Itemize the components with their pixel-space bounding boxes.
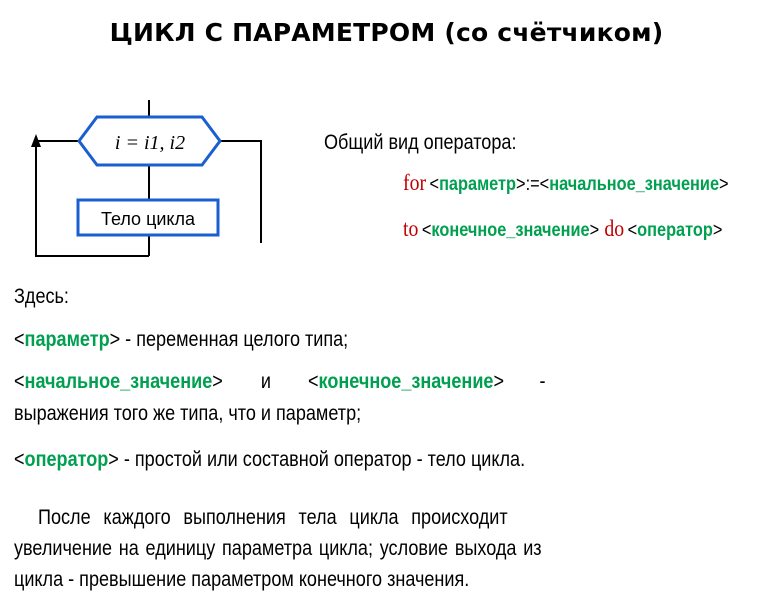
start-value-tag: начальное_значение [549,174,720,195]
bounds-description-line-2: выражения того же типа, что и параметр; [14,402,362,425]
paragraph-line-2: увеличение на единицу параметра цикла; условие выхода из [14,537,542,560]
paragraph-line-3: цикла - превышение параметром конечного значения. [14,568,470,591]
loop-header-text: i = i1, i2 [114,132,186,154]
general-form-label: Общий вид оператора: [324,131,517,154]
loop-body-text: Тело цикла [100,209,196,229]
keyword-do: do [604,216,625,241]
param-tag: параметр [439,174,517,195]
paragraph-line-1: После каждого выполнения тела цикла происходит [38,506,508,529]
syntax-line-1: for <параметр>:=<начальное_значение> [403,170,729,195]
syntax-line-2: to <конечное_значение> do <оператор> [403,216,723,241]
operator-description: <оператор> - простой или составной оператор - тело цикла. [14,448,526,471]
keyword-to: to [403,216,419,241]
here-label: Здесь: [14,285,69,308]
bounds-description-line-1: <начальное_значение> и <конечное_значение> - [14,370,546,393]
param-description: <параметр> - переменная целого типа; [14,328,349,351]
end-value-tag: конечное_значение [431,220,590,241]
operator-tag: оператор [637,220,713,241]
page-title: ЦИКЛ С ПАРАМЕТРОМ (со счётчиком) [109,18,664,47]
keyword-for: for [403,170,427,195]
exit-line [219,141,261,243]
